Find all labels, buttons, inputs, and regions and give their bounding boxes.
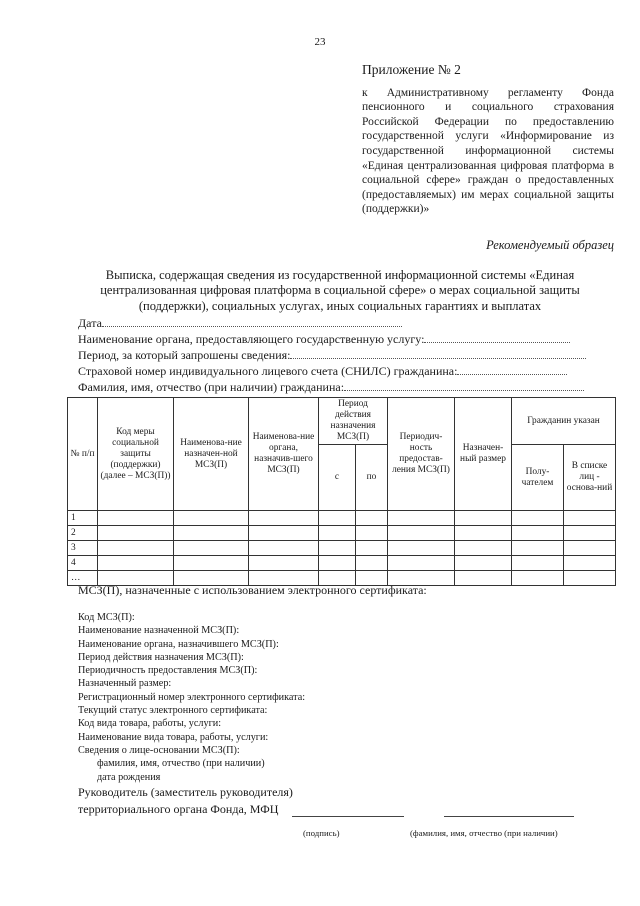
- date-field: [78, 316, 402, 331]
- period-label: Период, за который запрошены сведения:: [78, 348, 291, 362]
- name-caption: (фамилия, имя, отчество (при наличии): [410, 828, 558, 838]
- header-recipient: Полу-чателем: [512, 445, 564, 511]
- row-number: 1: [68, 511, 98, 526]
- basis-person-field: фамилия, имя, отчество (при наличии): [97, 758, 265, 770]
- attribute-item: Период действия назначения МСЗ(П):: [78, 651, 244, 663]
- mszp-heading: МСЗ(П), назначенные с использованием электронного сертификата:: [78, 583, 427, 597]
- name-line: [444, 816, 574, 817]
- basis-person-field: дата рождения: [97, 771, 161, 783]
- signature-block: [78, 784, 293, 818]
- fio-label: Фамилия, имя, отчество (при наличии) гражданина:: [78, 380, 345, 394]
- signature-title-line1: Руководитель (заместитель руководителя): [78, 785, 293, 799]
- agency-fill-line: [424, 332, 570, 343]
- header-agency: Наименова-ние органа, назначив-шего МСЗ(П): [249, 398, 319, 511]
- table-row: [68, 511, 616, 526]
- document-title: Выписка, содержащая сведения из государственной информационной системы «Единая централизованная цифровая платформа в социальной сфере» о мерах социальной защиты (поддержки), социальных услугах, иных социальных гарантиях и выплатах: [100, 268, 580, 313]
- page-number: 23: [314, 36, 326, 48]
- attribute-item: Код МСЗ(П):: [78, 612, 135, 623]
- measures-table: [67, 397, 616, 586]
- header-num: № п/п: [68, 398, 98, 511]
- attribute-item: Код вида товара, работы, услуги:: [78, 718, 222, 730]
- attribute-item: Текущий статус электронного сертификата:: [78, 705, 268, 717]
- snils-field: [78, 364, 567, 379]
- date-label: Дата: [78, 316, 102, 330]
- agency-label: Наименование органа, предоставляющего государственную услугу:: [78, 332, 425, 346]
- attribute-item: Регистрационный номер электронного сертификата:: [78, 691, 306, 703]
- appendix-title: Приложение № 2: [362, 62, 461, 77]
- signature-caption: (подпись): [303, 828, 340, 838]
- row-number: 3: [68, 541, 98, 556]
- snils-label: Страховой номер индивидуального лицевого счета (СНИЛС) гражданина:: [78, 364, 458, 378]
- snils-fill-line: [457, 364, 567, 375]
- period-fill-line: [290, 348, 586, 359]
- header-amount: Назначен-ный размер: [455, 398, 512, 511]
- row-number: 2: [68, 526, 98, 541]
- signature-title-line2: территориального органа Фонда, МФЦ: [78, 802, 279, 816]
- agency-field: [78, 332, 570, 347]
- table-header-row: [68, 398, 616, 445]
- table-row: [68, 556, 616, 571]
- table-row: [68, 526, 616, 541]
- row-number: …: [68, 571, 98, 586]
- attribute-item: Наименование вида товара, работы, услуги:: [78, 731, 269, 743]
- fio-field: [78, 380, 584, 395]
- date-fill-line: [102, 316, 402, 327]
- attribute-item: Наименование органа, назначившего МСЗ(П):: [78, 638, 279, 650]
- header-citizen: Гражданин указан: [512, 398, 616, 445]
- appendix-block: [362, 63, 614, 217]
- attribute-item: Периодичность предоставления МСЗ(П):: [78, 665, 258, 677]
- signature-line: [292, 816, 404, 817]
- header-frequency: Периодич-ность предостав-ления МСЗ(П): [388, 398, 455, 511]
- period-field: [78, 348, 586, 363]
- table-row: [68, 541, 616, 556]
- attribute-item: Сведения о лице-основании МСЗ(П):: [78, 744, 240, 756]
- attribute-item: Назначенный размер:: [78, 678, 172, 690]
- header-period: Период действия назначения МСЗ(П): [319, 398, 388, 445]
- header-name: Наименова-ние назначен-ной МСЗ(П): [174, 398, 249, 511]
- appendix-body: к Административному регламенту Фонда пенсионного и социального страхования Российской Федерации по предоставлению государственной услуги «Информирование из государственной информационной системы «Единая централизованная цифровая платформа в социальной сфере» граждан о предоставленных (предоставляемых) им мерах социальной защиты (поддержки)»: [362, 86, 614, 216]
- sample-label: Рекомендуемый образец: [486, 238, 614, 252]
- row-number: 4: [68, 556, 98, 571]
- header-period-to: по: [356, 445, 388, 511]
- header-code: Код меры социальной защиты (поддержки) (далее – МСЗ(П)): [98, 398, 174, 511]
- header-basis-list: В списке лиц - основа-ний: [564, 445, 616, 511]
- fio-fill-line: [344, 380, 584, 391]
- attribute-item: Наименование назначенной МСЗ(П):: [78, 625, 240, 637]
- header-period-from: с: [319, 445, 356, 511]
- certificate-attributes: [78, 611, 305, 784]
